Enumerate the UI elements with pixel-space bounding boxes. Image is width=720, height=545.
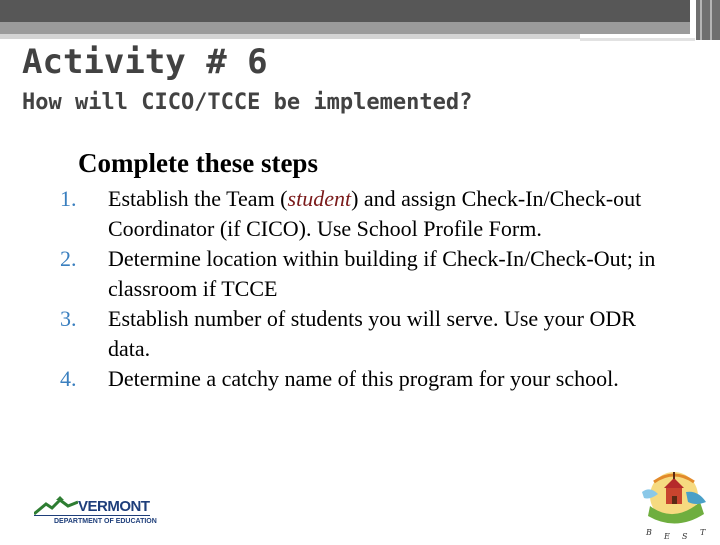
list-item-step-4 xyxy=(60,364,660,394)
corner-stripe xyxy=(700,0,702,40)
header-bar-light xyxy=(0,22,690,34)
slide-title: Activity # 6 xyxy=(22,42,268,82)
step-text: Determine location within building if Check-In/Check-Out; in classroom if TCCE xyxy=(108,246,656,301)
list-item-step-2 xyxy=(60,244,660,304)
corner-stripe xyxy=(710,0,712,40)
best-letter: S xyxy=(682,532,688,541)
header-underline-right xyxy=(580,38,695,41)
mountain-icon xyxy=(34,496,78,516)
step-number: 3. xyxy=(60,306,77,331)
best-logo xyxy=(624,462,714,540)
step-emphasis: student xyxy=(287,186,352,211)
vermont-department: DEPARTMENT OF EDUCATION xyxy=(54,518,157,525)
step-number: 1. xyxy=(60,186,77,211)
header-underline xyxy=(0,34,580,39)
step-text: Determine a catchy name of this program for your school. xyxy=(108,366,619,391)
steps-list xyxy=(60,184,660,394)
step-number: 4. xyxy=(60,366,77,391)
slide-subtitle: How will CICO/TCCE be implemented? xyxy=(22,90,473,115)
vermont-logo xyxy=(34,496,157,532)
steps-heading: Complete these steps xyxy=(78,148,318,178)
vermont-name: VERMONT xyxy=(78,498,150,515)
step-number: 2. xyxy=(60,246,77,271)
best-letter: T xyxy=(700,528,706,537)
header-bar-dark xyxy=(0,0,690,22)
list-item-step-3 xyxy=(60,304,660,364)
step-text-after: ) and assign Check-In/Check-out Coordinator (if CICO). Use School Profile Form. xyxy=(108,186,642,241)
best-letter: B xyxy=(646,528,652,537)
best-letter: E xyxy=(664,532,670,541)
step-text-before: Establish the Team ( xyxy=(108,186,288,211)
header-corner-block xyxy=(696,0,720,40)
vermont-rule xyxy=(34,515,150,516)
step-text: Establish number of students you will serve. Use your ODR data. xyxy=(108,306,636,361)
list-item-step-1 xyxy=(60,184,660,244)
